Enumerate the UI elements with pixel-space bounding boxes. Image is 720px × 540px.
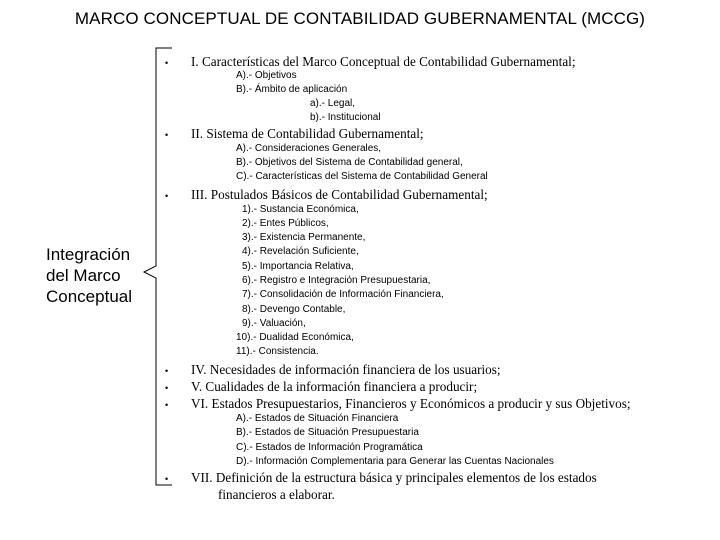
- section-2-heading: II. Sistema de Contabilidad Gubernamental;: [191, 126, 424, 141]
- section-2-item: A).- Consideraciones Generales,: [236, 143, 382, 154]
- section-4-heading: IV. Necesidades de información financiera de los usuarios;: [191, 362, 501, 377]
- bullet-icon: •: [165, 191, 169, 201]
- section-6-item: B).- Estados de Situación Presupuestaria: [236, 427, 419, 438]
- section-1-item: a).- Legal,: [310, 98, 356, 109]
- bullet-icon: •: [165, 366, 169, 376]
- postulate-item: 3).- Existencia Permanente,: [242, 232, 366, 243]
- postulate-item: 7).- Consolidación de Información Financiera,: [242, 289, 444, 300]
- section-1-item: A).- Objetivos: [236, 70, 297, 81]
- section-6-heading: VI. Estados Presupuestarios, Financieros y Económicos a producir y sus Objetivos;: [191, 396, 631, 411]
- section-5-heading: V. Cualidades de la información financiera a producir;: [191, 379, 478, 394]
- postulate-item: 1).- Sustancia Económica,: [242, 204, 359, 215]
- bullet-icon: •: [165, 400, 169, 410]
- section-6-item: D).- Información Complementaria para Generar las Cuentas Nacionales: [236, 456, 554, 467]
- bullet-icon: •: [165, 383, 169, 393]
- bullet-icon: •: [165, 474, 169, 484]
- postulate-item: 8).- Devengo Contable,: [242, 304, 346, 315]
- postulate-item: 10).- Dualidad Económica,: [236, 332, 354, 343]
- postulate-item: 6).- Registro e Integración Presupuestaria,: [242, 275, 431, 286]
- postulate-item: 11).- Consistencia.: [236, 346, 319, 357]
- section-1-item: b).- Institucional: [310, 112, 381, 123]
- postulate-item: 9).- Valuación,: [242, 318, 306, 329]
- postulate-item: 4).- Revelación Suficiente,: [242, 246, 359, 257]
- section-3-heading: III. Postulados Básicos de Contabilidad Gubernamental;: [191, 187, 488, 202]
- postulate-item: 5).- Importancia Relativa,: [242, 261, 354, 272]
- section-6-item: A).- Estados de Situación Financiera: [236, 413, 399, 424]
- postulate-item: 2).- Entes Públicos,: [242, 218, 329, 229]
- section-2-item: C).- Características del Sistema de Contabilidad General: [236, 171, 488, 182]
- section-2-item: B).- Objetivos del Sistema de Contabilidad general,: [236, 157, 463, 168]
- section-7-heading: VII. Definición de la estructura básica y principales elementos de los estados: [191, 470, 597, 485]
- side-label: Integración del Marco Conceptual: [46, 245, 133, 306]
- section-1-heading: I. Características del Marco Conceptual de Contabilidad Gubernamental;: [191, 54, 576, 69]
- bullet-icon: •: [165, 130, 169, 140]
- section-6-item: C).- Estados de Información Programática: [236, 442, 423, 453]
- page-title: MARCO CONCEPTUAL DE CONTABILIDAD GUBERNAMENTAL (MCCG): [74, 9, 646, 28]
- section-1-item: B).- Ámbito de aplicación: [236, 84, 348, 95]
- bullet-icon: •: [165, 58, 169, 68]
- section-7-heading-cont: financieros a elaborar.: [218, 487, 335, 502]
